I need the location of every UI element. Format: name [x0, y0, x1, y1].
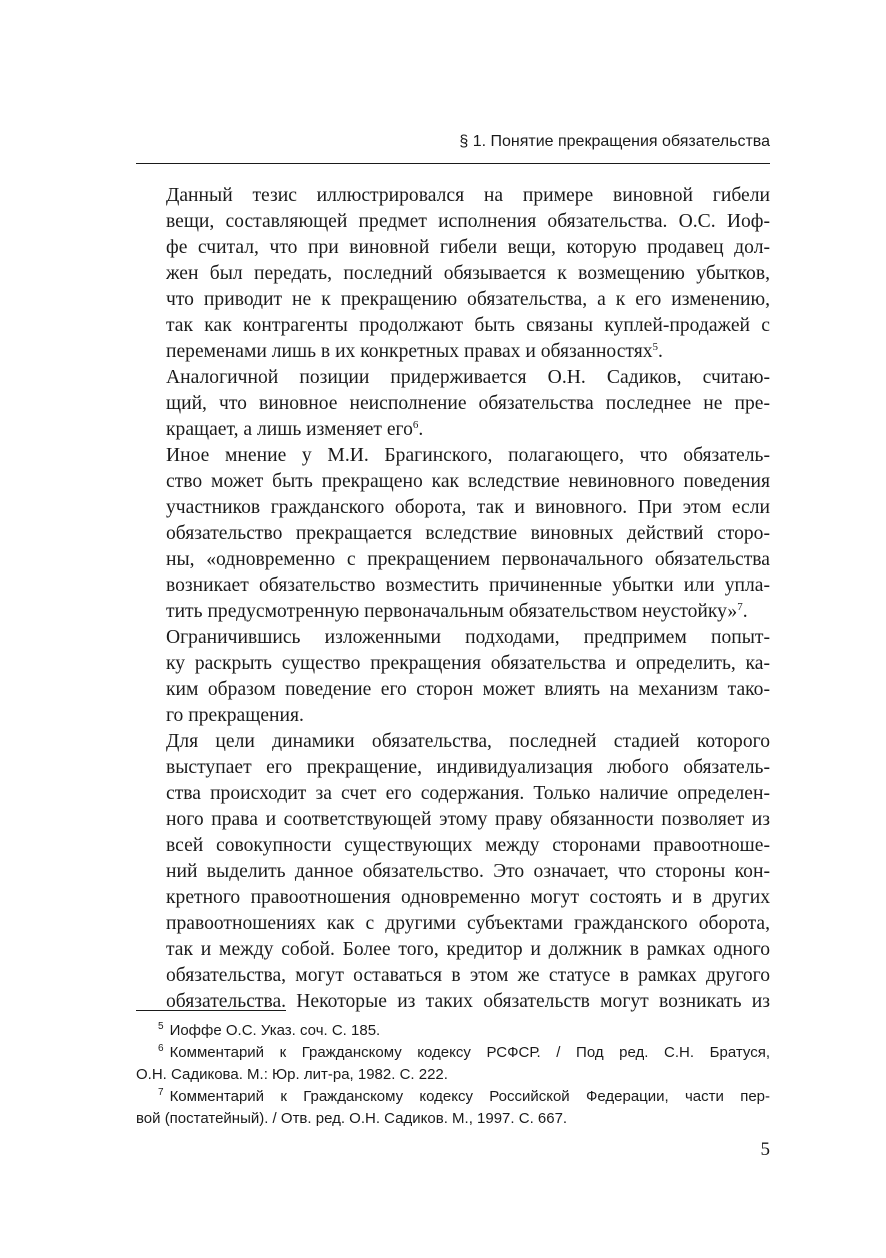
text-line: ства происходит за счет его содержания. Только наличие определен-	[166, 783, 770, 804]
paragraph	[136, 365, 770, 443]
text-line: ство может быть прекращено как вследствие невиновного поведения	[166, 471, 770, 492]
sentence-end: .	[418, 419, 424, 440]
footnote-line	[136, 1042, 770, 1064]
text-line: Данный тезис иллюстрировался на примере виновной гибели	[166, 185, 770, 206]
footnote-ref[interactable]: 6	[412, 419, 419, 431]
footnote-text: вой (постатейный). / Отв. ред. О.Н. Садиков. М., 1997. С. 667.	[136, 1110, 568, 1127]
text-line: ний выделить данное обязательство. Это означает, что стороны кон-	[166, 861, 770, 882]
text-line: кретного правоотношения одновременно могут состоять и в других	[166, 887, 770, 908]
paragraph	[136, 729, 770, 1015]
text-line: го прекращения.	[166, 705, 304, 726]
text-line-content: тить предусмотренную первоначальным обязательством неустойку»	[166, 601, 738, 622]
running-head: § 1. Понятие прекращения обязательства	[459, 133, 770, 150]
text-line: что приводит не к прекращению обязательства, а к его изменению,	[166, 289, 770, 310]
text-line	[136, 339, 770, 365]
footnote-text: Комментарий к Гражданскому кодексу РСФСР. / Под ред. С.Н. Братуся,	[169, 1044, 770, 1061]
footnote-text: О.Н. Садикова. М.: Юр. лит-ра, 1982. С. 222.	[136, 1066, 448, 1083]
paragraph	[136, 443, 770, 625]
text-line: участников гражданского оборота, так и виновного. При этом если	[166, 497, 770, 518]
text-line: выступает его прекращение, индивидуализация любого обязатель-	[166, 757, 770, 778]
text-line: Аналогичной позиции придерживается О.Н. Садиков, считаю-	[166, 367, 770, 388]
paragraph	[136, 183, 770, 365]
text-line: обязательство прекращается вследствие виновных действий сторо-	[166, 523, 770, 544]
footnote-line	[136, 1020, 770, 1042]
footnote-text: Иоффе О.С. Указ. соч. С. 185.	[169, 1022, 381, 1039]
text-line-content: переменами лишь в их конкретных правах и обязанностях	[166, 341, 653, 362]
text-line: Иное мнение у М.И. Брагинского, полагающего, что обязатель-	[166, 445, 770, 466]
footnote-ref[interactable]: 5	[652, 341, 659, 353]
text-line: щий, что виновное неисполнение обязательства последнее не пре-	[166, 393, 770, 414]
footnote-ref[interactable]: 7	[737, 601, 743, 613]
footnote	[136, 1086, 770, 1130]
footnote-line	[136, 1086, 770, 1108]
text-line: правоотношениях как с другими субъектами гражданского оборота,	[166, 913, 770, 934]
footnote-separator	[136, 1010, 286, 1011]
paragraph	[136, 625, 770, 729]
text-line: ны, «одновременно с прекращением первоначального обязательства	[166, 549, 770, 570]
footnote-mark: 7	[158, 1087, 164, 1098]
footnotes	[136, 1020, 770, 1130]
text-line: всей совокупности существующих между сторонами правоотноше-	[166, 835, 770, 856]
text-line: так и между собой. Более того, кредитор и должник в рамках одного	[166, 939, 770, 960]
footnote-mark: 6	[158, 1043, 164, 1054]
header-rule	[136, 163, 770, 164]
text-line: так как контрагенты продолжают быть связаны куплей-продажей с	[166, 315, 770, 336]
text-line	[136, 417, 770, 443]
text-line: обязательства, могут оставаться в этом же статусе в рамках другого	[166, 965, 770, 986]
footnote-line	[136, 1064, 770, 1086]
page-number: 5	[760, 1139, 770, 1160]
text-line: ного права и соответствующей этому праву обязанности позволяет из	[166, 809, 770, 830]
text-line-content: кращает, а лишь изменяет его	[166, 419, 413, 440]
text-line	[136, 599, 770, 625]
body-text	[136, 183, 770, 1015]
sentence-end: .	[658, 341, 663, 362]
text-line: Для цели динамики обязательства, последней стадией которого	[166, 731, 770, 752]
text-line: ку раскрыть существо прекращения обязательства и определить, ка-	[166, 653, 770, 674]
sentence-end: .	[742, 601, 748, 622]
text-line: возникает обязательство возместить причиненные убытки или упла-	[166, 575, 770, 596]
text-line: обязательства. Некоторые из таких обязательств могут возникать из	[166, 991, 770, 1012]
footnote-mark: 5	[158, 1021, 164, 1032]
footnote	[136, 1042, 770, 1086]
footnote-line	[136, 1108, 770, 1130]
footnote-text: Комментарий к Гражданскому кодексу Российской Федерации, части пер-	[169, 1088, 770, 1105]
footnote	[136, 1020, 770, 1042]
text-line: фе считал, что при виновной гибели вещи, которую продавец дол-	[166, 237, 770, 258]
text-line: ким образом поведение его сторон может влиять на механизм тако-	[166, 679, 770, 700]
text-line: вещи, составляющей предмет исполнения обязательства. О.С. Иоф-	[166, 211, 770, 232]
text-line: жен был передать, последний обязывается к возмещению убытков,	[166, 263, 770, 284]
text-line: Ограничившись изложенными подходами, предпримем попыт-	[166, 627, 770, 648]
